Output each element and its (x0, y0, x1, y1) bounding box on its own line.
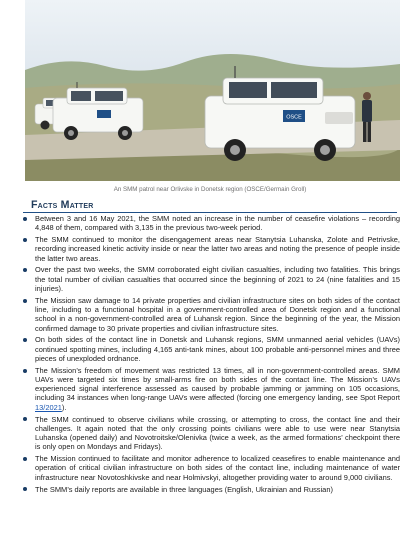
list-item: The SMM continued to observe civilians while crossing, or attempting to cross, the contact line and their challenges. It again noted that the only crossing points civilians were able to use were near Stanytsia Luhanska (opened daily) and Novotroitske/Olenivka (twice a week, as the armed formations’ checkpoint there is only open on Mondays and Fridays). (20, 415, 400, 452)
bullet-icon (23, 487, 27, 491)
bullet-icon (23, 369, 27, 373)
bullet-icon (23, 217, 27, 221)
photo-caption: An SMM patrol near Orlivske in Donetsk region (OSCE/Germain Groll) (113, 186, 307, 193)
list-item: The Mission saw damage to 14 private properties and civilian infrastructure sites on both sides of the contact line, including to a functional hospital in a government-controlled area of Donetsk region and a functional school in a non-government-controlled area of Luhansk region. Since the beginning of the year, the Mission confirmed damage to 30 private properties and civilian infrastructure sites. (20, 296, 400, 333)
bullet-icon (23, 417, 27, 421)
bullet-icon (23, 338, 27, 342)
facts-list (20, 214, 400, 496)
list-item: Between 3 and 16 May 2021, the SMM noted an increase in the number of ceasefire violations – recording 4,848 of them, compared with 3,135 in the previous two-week period. (20, 214, 400, 233)
list-item: The SMM continued to monitor the disengagement areas near Stanytsia Luhanska, Zolote and Petrivske, recording increased kinetic activity inside or near the latter two areas and noting the presence of people inside the latter two areas. (20, 235, 400, 263)
list-item: The SMM’s daily reports are available in three languages (English, Ukrainian and Russian) (20, 485, 400, 494)
list-item: The Mission continued to facilitate and monitor adherence to localized ceasefires to enable maintenance and operation of critical civilian infrastructure on both sides of the contact line, including maintenance of water infrastructure near Novotoshkivske and near Holmivskyi, altogether providing water to around 9,000 civilians. (20, 454, 400, 482)
list-item: On both sides of the contact line in Donetsk and Luhansk regions, SMM unmanned aerial vehicles (UAVs) continued spotting mines, including 4,165 anti-tank mines, about 100 probable anti-personnel mines and three pieces of unexploded ordnance. (20, 335, 400, 363)
bullet-icon (23, 457, 27, 461)
patrol-photo (25, 0, 400, 181)
spot-report-link[interactable]: 13/2021 (35, 402, 62, 412)
patrol-illustration (25, 0, 400, 181)
bullet-icon (23, 238, 27, 242)
bullet-icon (23, 268, 27, 272)
list-item: Over the past two weeks, the SMM corroborated eight civilian casualties, including two fatalities. This brings the total number of civilian casualties that occurred since the beginning of 2021 to 24 (nine fatalities and 15 injuries). (20, 265, 400, 293)
section-heading: Facts Matter (31, 199, 94, 211)
vehicle-plate: OSCE (286, 114, 302, 121)
bullet-icon (23, 299, 27, 303)
list-item: The Mission’s freedom of movement was restricted 13 times, all in non-government-controlled areas. SMM UAVs were targeted six times by small-arms fire on both sides of the contact line. The Mission’s UAVs experienced signal interference assessed as caused by probable jamming or jamming on 105 occasions, including 34 instances when long-range UAVs were affected (forcing one emergency landing, see Spot Report 13/2021). (20, 366, 400, 412)
